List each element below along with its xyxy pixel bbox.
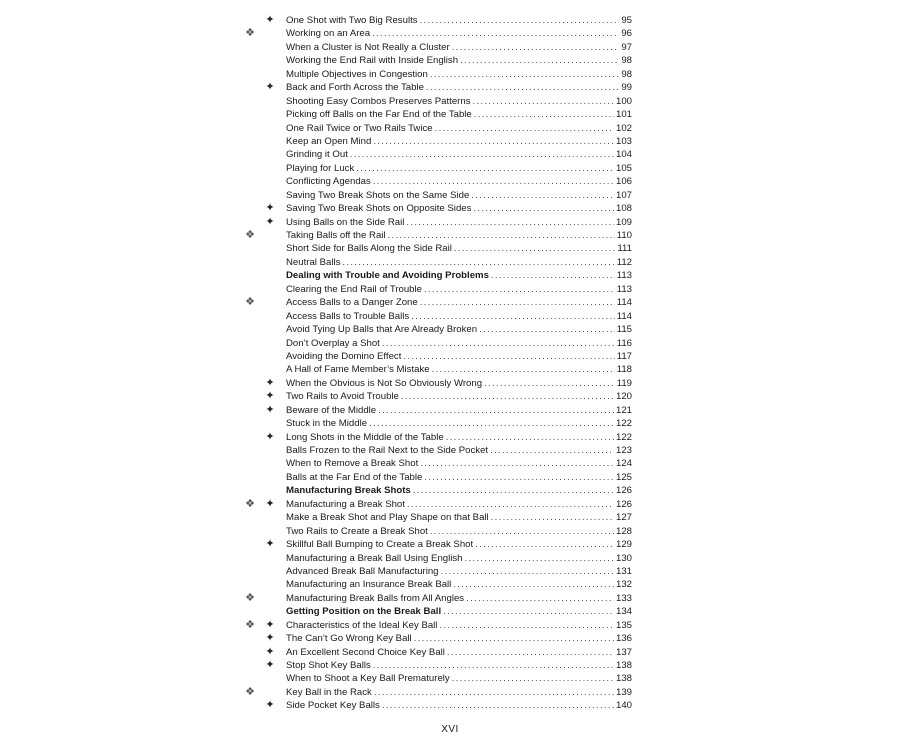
- toc-entry-title: Long Shots in the Middle of the Table: [286, 431, 444, 443]
- dot-leader: [452, 672, 614, 685]
- dot-leader: [491, 269, 615, 282]
- dot-leader: [420, 296, 615, 309]
- toc-entry-page: 136: [615, 633, 632, 645]
- toc-entry: [240, 457, 632, 470]
- dot-leader: [473, 95, 614, 108]
- dot-leader: [452, 41, 620, 54]
- four-point-star-icon: ✦: [265, 202, 275, 215]
- dot-leader: [447, 646, 614, 659]
- toc-entry: [240, 189, 632, 202]
- toc-entry-title: Access Balls to a Danger Zone: [286, 297, 418, 309]
- dot-leader: [479, 323, 615, 336]
- dot-leader: [373, 175, 614, 188]
- dot-leader: [490, 444, 614, 457]
- toc-entry-page: 124: [615, 458, 632, 470]
- table-of-contents: [240, 14, 632, 713]
- toc-entry-title: Conflicting Agendas: [286, 176, 371, 188]
- toc-entry-title: Balls at the Far End of the Table: [286, 471, 423, 483]
- toc-entry-title: Side Pocket Key Balls: [286, 700, 380, 712]
- toc-entry-page: 100: [615, 95, 632, 107]
- toc-entry-page: 125: [615, 471, 632, 483]
- toc-entry: [240, 565, 632, 578]
- dot-leader: [374, 686, 614, 699]
- four-point-star-icon: ✦: [265, 376, 275, 389]
- toc-entry: [240, 162, 632, 175]
- toc-entry-title: Beware of the Middle: [286, 404, 377, 416]
- toc-entry-page: 103: [615, 135, 632, 147]
- four-point-star-icon: ✦: [265, 632, 275, 645]
- dot-leader: [473, 202, 614, 215]
- toc-entry-page: 140: [615, 700, 632, 712]
- toc-entry: [240, 498, 632, 511]
- toc-entry-title: A Hall of Fame Member’s Mistake: [286, 364, 430, 376]
- four-point-star-icon: ✦: [265, 699, 275, 712]
- toc-entry-page: 109: [615, 216, 632, 228]
- toc-entry-page: 122: [615, 431, 632, 443]
- toc-entry: [240, 417, 632, 430]
- toc-entry-title: Picking off Balls on the Far End of the Table: [286, 109, 472, 121]
- toc-entry-page: 95: [621, 15, 632, 26]
- toc-entry-title: An Excellent Second Choice Key Ball: [286, 646, 445, 658]
- toc-entry-page: 120: [615, 391, 632, 403]
- toc-entry-title: Stop Shot Key Balls: [286, 660, 371, 671]
- toc-entry-title: Working the End Rail with Inside English: [286, 55, 459, 67]
- four-point-star-icon: ✦: [265, 645, 275, 658]
- toc-entry-page: 104: [615, 149, 632, 161]
- toc-entry-page: 138: [615, 673, 632, 685]
- toc-entry-page: 96: [621, 28, 632, 40]
- four-point-star-icon: ✦: [265, 390, 275, 403]
- toc-entry: [240, 337, 632, 350]
- open-diamond-icon: ❖: [245, 27, 255, 40]
- toc-entry-page: 139: [615, 686, 632, 698]
- four-point-star-icon: ✦: [265, 403, 275, 416]
- dot-leader: [491, 511, 614, 524]
- toc-entry-title: Taking Balls off the Rail: [286, 230, 386, 241]
- toc-entry-page: 126: [615, 485, 632, 497]
- toc-entry-title: Shooting Easy Combos Preserves Patterns: [286, 95, 471, 107]
- toc-entry: [240, 632, 632, 645]
- dot-leader: [435, 122, 614, 135]
- toc-entry-title: Avoid Tying Up Balls that Are Already Broken: [286, 324, 478, 336]
- toc-entry-title: Manufacturing a Break Ball Using English: [286, 552, 463, 564]
- dot-leader: [382, 699, 614, 712]
- dot-leader: [426, 81, 619, 94]
- toc-entry: [240, 511, 632, 524]
- toc-entry: [240, 699, 632, 712]
- dot-leader: [475, 538, 614, 551]
- toc-entry: [240, 525, 632, 538]
- toc-entry-title: Manufacturing Break Shots: [286, 485, 411, 497]
- dot-leader: [350, 148, 614, 161]
- dot-leader: [430, 68, 619, 81]
- toc-entry-title: Key Ball in the Rack: [286, 686, 372, 698]
- toc-entry: [240, 471, 632, 484]
- toc-entry-page: 114: [616, 297, 632, 309]
- toc-entry-title: Make a Break Shot and Play Shape on that Ball: [286, 512, 489, 524]
- toc-entry-title: Keep an Open Mind: [286, 135, 372, 147]
- toc-entry-title: Playing for Luck: [286, 162, 355, 174]
- dot-leader: [460, 54, 619, 67]
- dot-leader: [420, 457, 614, 470]
- toc-entry: [240, 592, 632, 605]
- toc-entry-title: The Can’t Go Wrong Key Ball: [286, 633, 412, 645]
- toc-entry-page: 98: [621, 55, 632, 67]
- toc-entry-title: Two Rails to Create a Break Shot: [286, 525, 428, 537]
- dot-leader: [342, 256, 614, 269]
- toc-entry-page: 121: [615, 404, 632, 416]
- toc-entry-title: Clearing the End Rail of Trouble: [286, 283, 422, 295]
- dot-leader: [454, 242, 616, 255]
- toc-section-heading: [240, 484, 632, 497]
- toc-entry-page: 118: [616, 364, 632, 376]
- toc-entry-title: Characteristics of the Ideal Key Ball: [286, 619, 438, 631]
- toc-entry-title: Don’t Overplay a Shot: [286, 337, 380, 349]
- toc-entry: [240, 27, 632, 40]
- toc-entry-title: Two Rails to Avoid Trouble: [286, 391, 399, 403]
- toc-entry: [240, 175, 632, 188]
- dot-leader: [407, 498, 614, 511]
- toc-entry-title: Short Side for Balls Along the Side Rail: [286, 243, 452, 255]
- toc-entry: [240, 310, 632, 323]
- toc-entry: [240, 377, 632, 390]
- dot-leader: [439, 619, 614, 632]
- dot-leader: [471, 189, 614, 202]
- toc-entry-title: When a Cluster is Not Really a Cluster: [286, 41, 450, 53]
- toc-entry: [240, 122, 632, 135]
- dot-leader: [474, 108, 614, 121]
- dot-leader: [424, 283, 615, 296]
- toc-entry-title: Manufacturing an Insurance Break Ball: [286, 579, 452, 591]
- toc-entry: [240, 350, 632, 363]
- toc-entry-title: One Shot with Two Big Results: [286, 15, 418, 26]
- toc-entry: [240, 229, 632, 242]
- toc-entry-page: 107: [615, 189, 632, 201]
- toc-entry: [240, 68, 632, 81]
- toc-entry-title: When to Remove a Break Shot: [286, 458, 419, 470]
- open-diamond-icon: ❖: [245, 618, 255, 631]
- toc-entry: [240, 686, 632, 699]
- toc-entry-title: Getting Position on the Break Ball: [286, 606, 442, 618]
- toc-entry-title: Manufacturing Break Balls from All Angles: [286, 592, 465, 604]
- toc-entry: [240, 256, 632, 269]
- open-diamond-icon: ❖: [245, 497, 255, 510]
- toc-entry: [240, 431, 632, 444]
- toc-entry-title: Using Balls on the Side Rail: [286, 216, 405, 228]
- toc-entry: [240, 538, 632, 551]
- toc-entry-title: Multiple Objectives in Congestion: [286, 68, 428, 80]
- toc-entry-page: 135: [615, 619, 632, 631]
- dot-leader: [484, 377, 615, 390]
- toc-entry-page: 110: [616, 230, 632, 241]
- dot-leader: [414, 632, 614, 645]
- open-diamond-icon: ❖: [245, 296, 255, 309]
- page-number: XVI: [441, 724, 459, 735]
- toc-entry: [240, 404, 632, 417]
- toc-entry-page: 134: [615, 606, 632, 618]
- toc-section-heading: [240, 269, 632, 282]
- toc-entry-page: 114: [616, 310, 632, 322]
- dot-leader: [382, 337, 615, 350]
- toc-entry: [240, 283, 632, 296]
- toc-entry-title: When to Shoot a Key Ball Prematurely: [286, 673, 450, 685]
- toc-entry-page: 101: [615, 109, 632, 121]
- open-diamond-icon: ❖: [245, 591, 255, 604]
- dot-leader: [443, 605, 614, 618]
- four-point-star-icon: ✦: [265, 14, 275, 26]
- toc-entry-title: Dealing with Trouble and Avoiding Problems: [286, 270, 489, 282]
- toc-entry-title: Saving Two Break Shots on the Same Side: [286, 189, 470, 201]
- toc-entry-page: 133: [615, 592, 632, 604]
- toc-entry-page: 132: [615, 579, 632, 591]
- toc-entry-page: 105: [615, 162, 632, 174]
- toc-entry-page: 115: [616, 324, 632, 336]
- toc-entry: [240, 296, 632, 309]
- toc-entry-page: 131: [615, 565, 632, 577]
- dot-leader: [465, 552, 614, 565]
- dot-leader: [406, 216, 614, 229]
- toc-entry-page: 137: [615, 646, 632, 658]
- toc-entry-page: 126: [615, 498, 632, 510]
- toc-entry-title: One Rail Twice or Two Rails Twice: [286, 122, 433, 134]
- dot-leader: [420, 14, 620, 27]
- toc-entry: [240, 54, 632, 67]
- four-point-star-icon: ✦: [265, 81, 275, 94]
- toc-entry-page: 129: [615, 539, 632, 551]
- toc-entry-page: 108: [615, 203, 632, 215]
- dot-leader: [411, 310, 615, 323]
- dot-leader: [441, 565, 614, 578]
- dot-leader: [378, 404, 614, 417]
- dot-leader: [373, 135, 614, 148]
- toc-entry: [240, 390, 632, 403]
- toc-entry-page: 98: [621, 68, 632, 80]
- toc-entry: [240, 444, 632, 457]
- four-point-star-icon: ✦: [265, 618, 275, 631]
- toc-section-heading: [240, 605, 632, 618]
- toc-entry-page: 117: [616, 350, 632, 362]
- dot-leader: [373, 659, 614, 672]
- toc-entry-title: Saving Two Break Shots on Opposite Sides: [286, 203, 472, 215]
- toc-entry: [240, 81, 632, 94]
- toc-entry-title: Advanced Break Ball Manufacturing: [286, 565, 439, 577]
- four-point-star-icon: ✦: [265, 497, 275, 510]
- toc-entry: [240, 216, 632, 229]
- toc-entry: [240, 578, 632, 591]
- toc-entry: [240, 148, 632, 161]
- toc-entry-title: Manufacturing a Break Shot: [286, 498, 405, 510]
- toc-entry-page: 130: [615, 552, 632, 564]
- toc-entry-title: Avoiding the Domino Effect: [286, 350, 402, 362]
- toc-entry-page: 113: [616, 283, 632, 295]
- toc-entry-title: Working on an Area: [286, 28, 371, 40]
- four-point-star-icon: ✦: [265, 659, 275, 671]
- toc-entry-page: 97: [621, 41, 632, 53]
- dot-leader: [446, 431, 614, 444]
- toc-entry: [240, 108, 632, 121]
- toc-entry: [240, 202, 632, 215]
- toc-entry: [240, 659, 632, 672]
- dot-leader: [453, 578, 614, 591]
- toc-entry: [240, 323, 632, 336]
- toc-entry: [240, 619, 632, 632]
- four-point-star-icon: ✦: [265, 430, 275, 443]
- toc-entry-page: 127: [615, 512, 632, 524]
- toc-entry-title: Stuck in the Middle: [286, 418, 368, 430]
- dot-leader: [356, 162, 614, 175]
- toc-entry-page: 123: [615, 445, 632, 456]
- dot-leader: [369, 417, 614, 430]
- open-diamond-icon: ❖: [245, 229, 255, 241]
- toc-entry: [240, 552, 632, 565]
- toc-entry-title: Grinding it Out: [286, 149, 348, 161]
- dot-leader: [413, 484, 614, 497]
- toc-entry-page: 102: [615, 122, 632, 134]
- dot-leader: [430, 525, 614, 538]
- dot-leader: [403, 350, 614, 363]
- toc-entry: [240, 95, 632, 108]
- toc-entry-page: 112: [616, 256, 632, 268]
- toc-entry-page: 116: [616, 337, 632, 349]
- toc-entry-page: 119: [616, 377, 632, 389]
- dot-leader: [424, 471, 614, 484]
- toc-entry-page: 122: [615, 418, 632, 430]
- toc-entry-page: 111: [617, 243, 632, 255]
- toc-entry-title: When the Obvious is Not So Obviously Wrong: [286, 377, 483, 389]
- dot-leader: [388, 229, 615, 242]
- toc-entry: [240, 242, 632, 255]
- toc-entry: [240, 672, 632, 685]
- toc-entry-page: 106: [615, 176, 632, 188]
- open-diamond-icon: ❖: [245, 685, 255, 698]
- dot-leader: [401, 390, 614, 403]
- toc-entry-page: 128: [615, 525, 632, 537]
- toc-entry-title: Skillful Ball Bumping to Create a Break Shot: [286, 539, 474, 551]
- toc-entry: [240, 41, 632, 54]
- toc-entry-page: 138: [615, 660, 632, 671]
- four-point-star-icon: ✦: [265, 215, 275, 228]
- toc-entry-title: Neutral Balls: [286, 256, 341, 268]
- toc-entry-page: 113: [616, 270, 632, 282]
- dot-leader: [466, 592, 614, 605]
- toc-entry-title: Balls Frozen to the Rail Next to the Side Pocket: [286, 445, 489, 456]
- toc-entry: [240, 363, 632, 376]
- dot-leader: [432, 363, 615, 376]
- toc-entry-title: Access Balls to Trouble Balls: [286, 310, 410, 322]
- toc-entry-title: Back and Forth Across the Table: [286, 82, 424, 94]
- toc-entry: [240, 14, 632, 27]
- toc-entry-page: 99: [621, 82, 632, 94]
- four-point-star-icon: ✦: [265, 538, 275, 551]
- dot-leader: [372, 27, 619, 40]
- toc-entry: [240, 646, 632, 659]
- toc-entry: [240, 135, 632, 148]
